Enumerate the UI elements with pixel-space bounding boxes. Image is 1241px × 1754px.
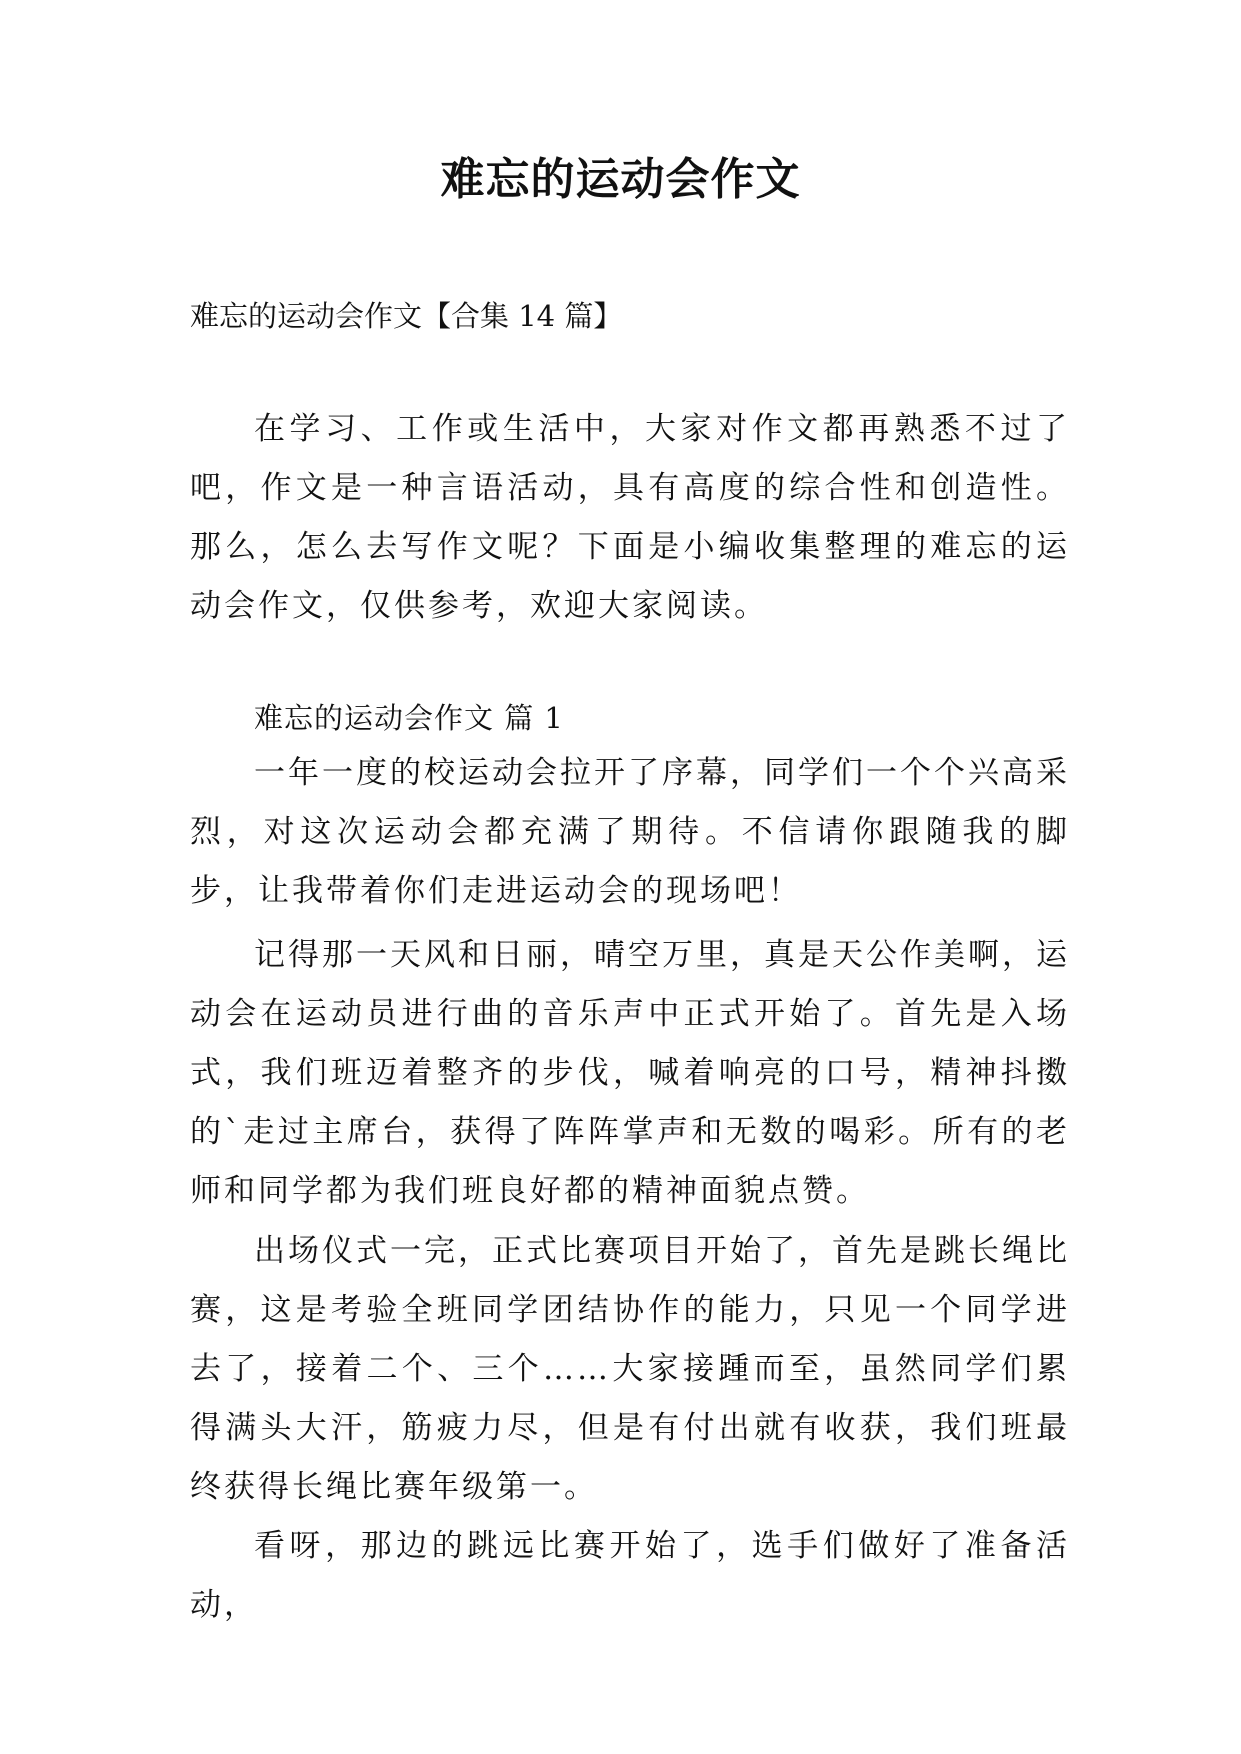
body-paragraph: 一年一度的校运动会拉开了序幕，同学们一个个兴高采烈，对这次运动会都充满了期待。不信请你跟随我的脚步，让我带着你们走进运动会的现场吧！ [190, 755, 1070, 909]
document-title: 难忘的运动会作文 [440, 154, 801, 205]
body-paragraph: 看呀，那边的跳远比赛开始了，选手们做好了准备活动， [190, 1528, 1070, 1623]
document-subtitle: 难忘的运动会作文【合集 14 篇】 [190, 299, 623, 333]
body-paragraph: 出场仪式一完，正式比赛项目开始了，首先是跳长绳比赛，这是考验全班同学团结协作的能力，只见一个同学进去了，接着二个、三个……大家接踵而至，虽然同学们累得满头大汗，筋疲力尽，但是有付出就有收获，我们班最终获得长绳比赛年级第一。 [190, 1233, 1070, 1505]
section-heading: 难忘的运动会作文 篇 1 [254, 701, 564, 735]
body-paragraph: 记得那一天风和日丽，晴空万里，真是天公作美啊，运动会在运动员进行曲的音乐声中正式开始了。首先是入场式，我们班迈着整齐的步伐，喊着响亮的口号，精神抖擞的`走过主席台，获得了阵阵掌声和无数的喝彩。所有的老师和同学都为我们班良好都的精神面貌点赞。 [190, 937, 1070, 1209]
intro-paragraph: 在学习、工作或生活中，大家对作文都再熟悉不过了吧，作文是一种言语活动，具有高度的综合性和创造性。那么，怎么去写作文呢？下面是小编收集整理的难忘的运动会作文，仅供参考，欢迎大家阅读。 [190, 411, 1070, 624]
